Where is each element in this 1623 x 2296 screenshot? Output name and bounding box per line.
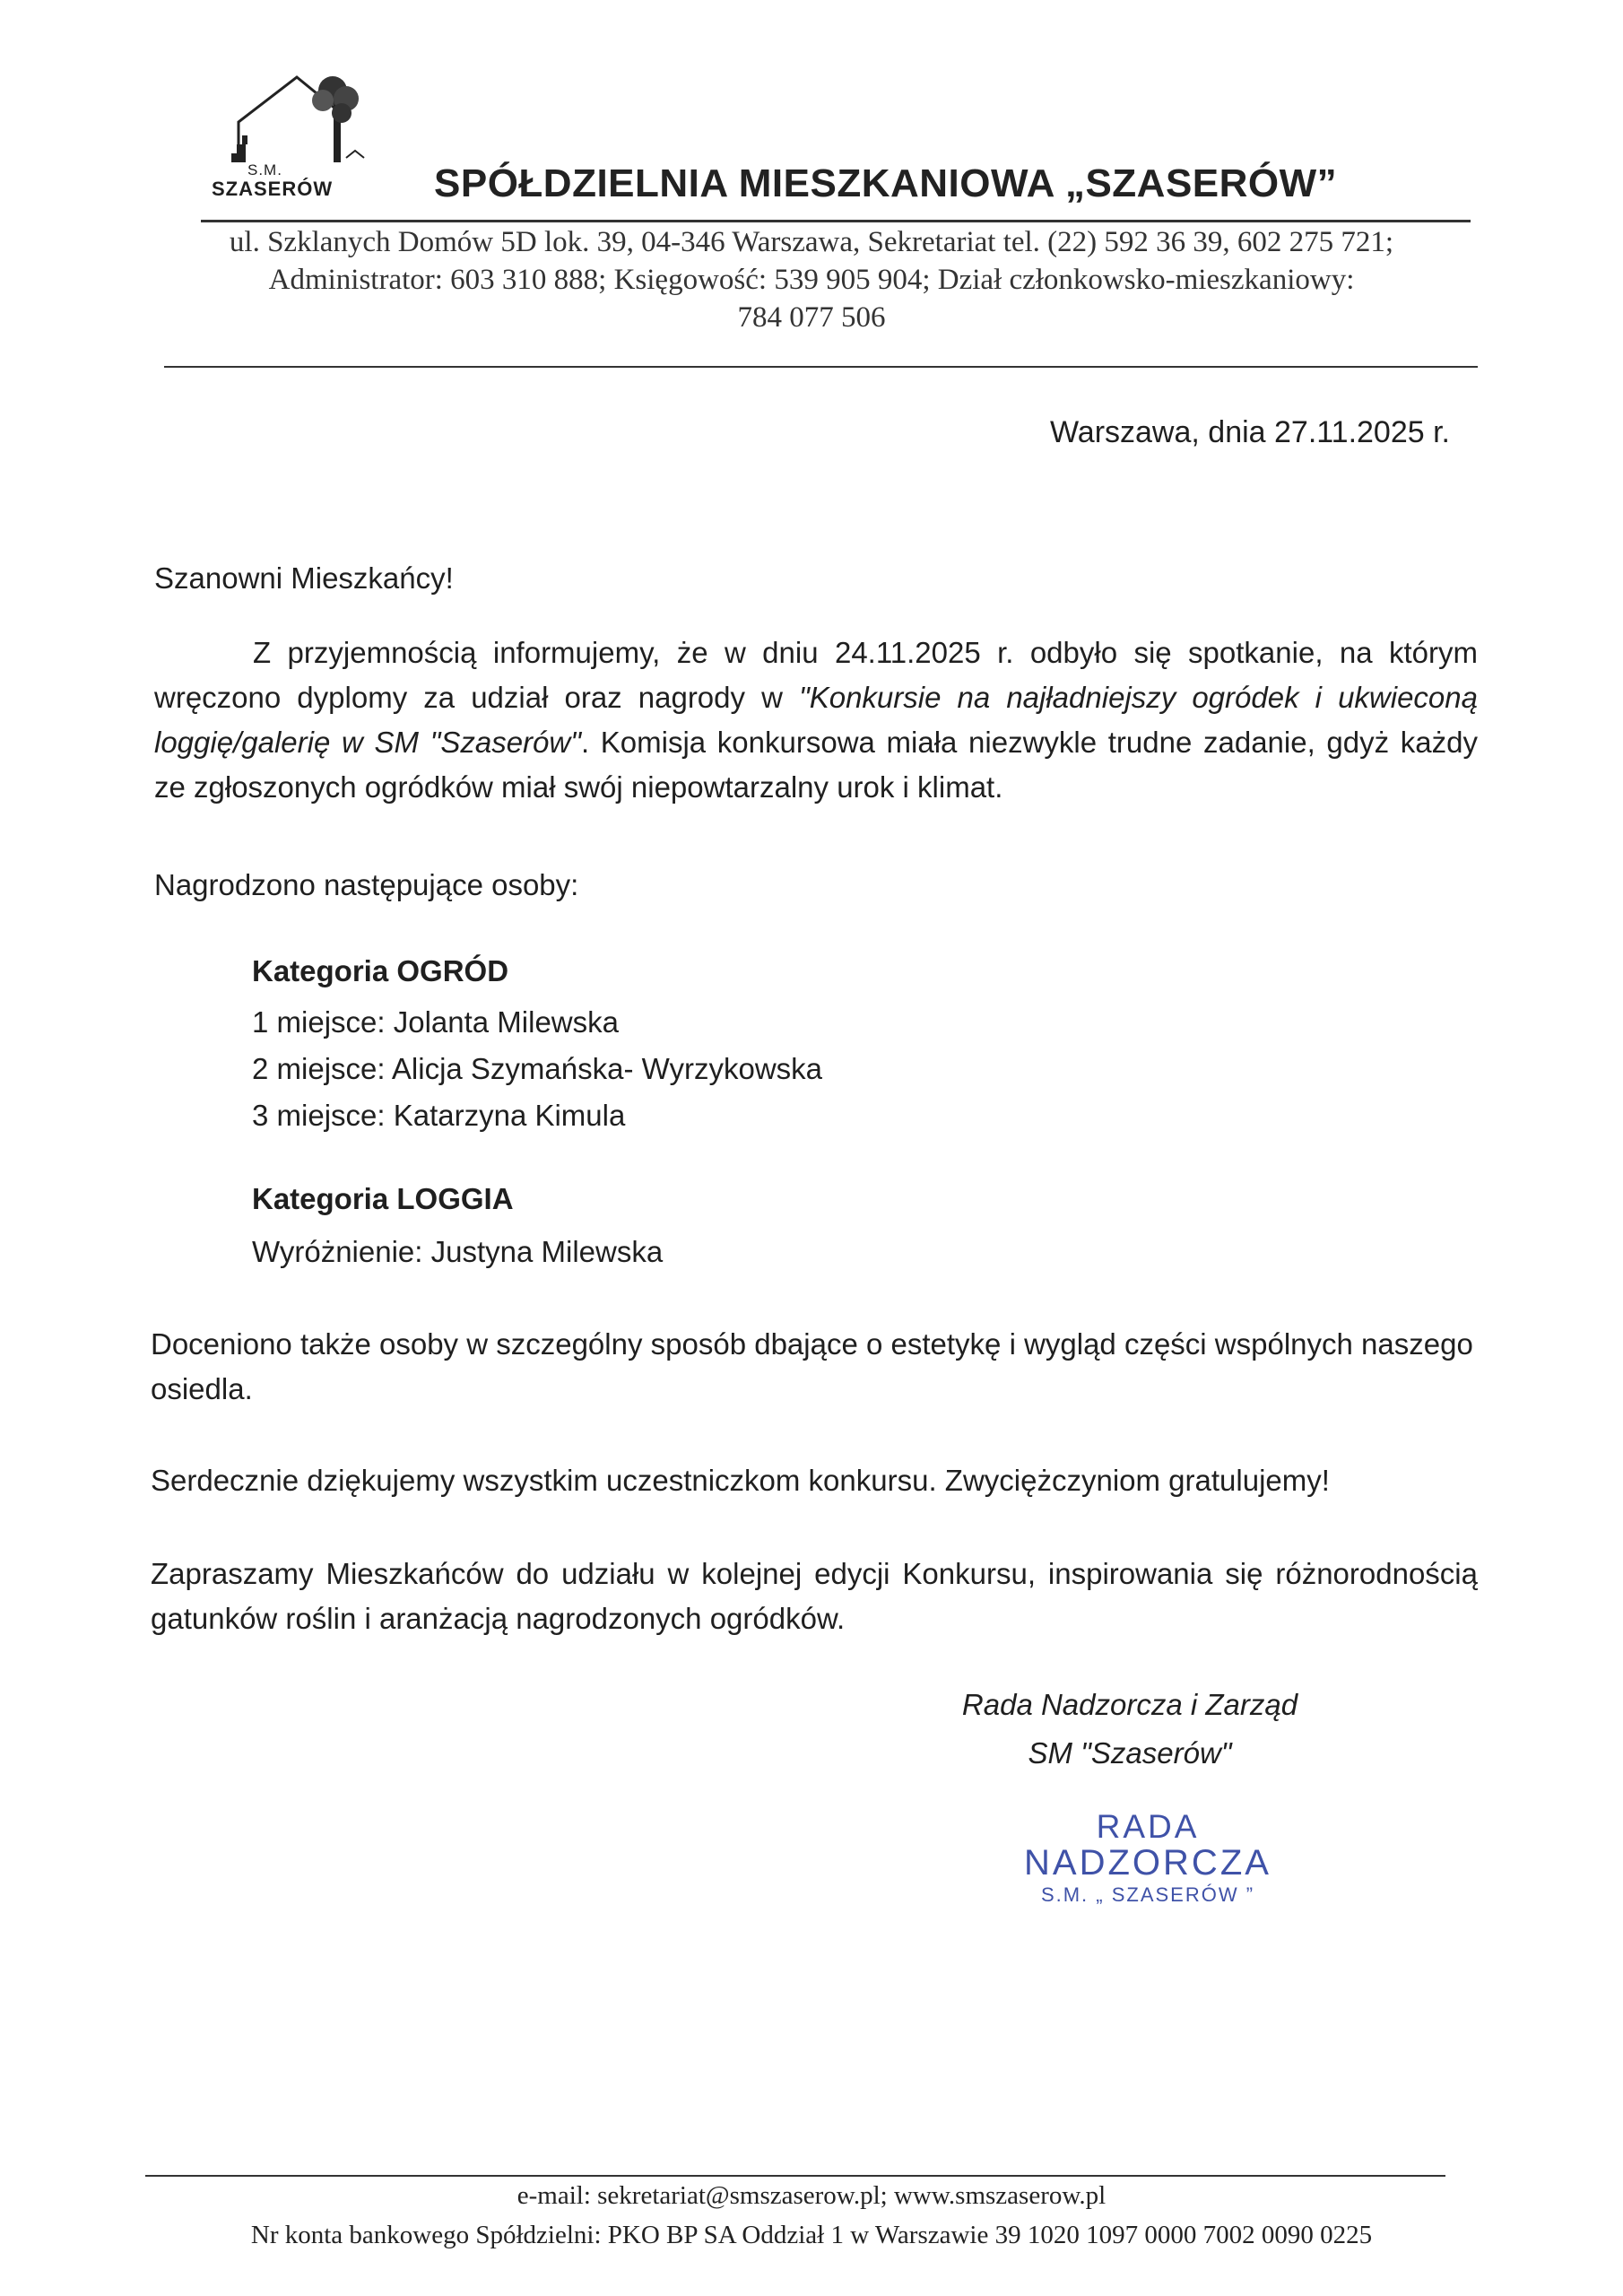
contest-name: "Konkursie na najładniejszy ogródek i ukwieconą loggię/galerię w SM "Szaserów" [154, 681, 1478, 759]
awarded-intro: Nagrodzono następujące osoby: [154, 868, 579, 901]
list-item: 1 miejsce: Jolanta Milewska [252, 1005, 619, 1039]
address-line-3: 784 077 506 [737, 301, 886, 334]
header-divider [201, 220, 1471, 222]
footer-bank-account: Nr konta bankowego Spółdzielni: PKO BP SA Oddział 1 w Warszawie 39 1020 1097 0000 7002 0090 0225 [250, 2221, 1373, 2249]
category-garden-list [252, 999, 822, 1139]
organization-name: SPÓŁDZIELNIA MIESZKANIOWA „SZASERÓW” [434, 161, 1338, 205]
address-line-2: Administrator: 603 310 888; Księgowość: 539 905 904; Dział członkowsko-mieszkaniowy: [268, 264, 1355, 296]
paragraph-announcement-part2: . Komisja konkursowa miała niezwykle trudne zadanie, gdyż każdy ze zgłoszonych ogródków miał swój niepowtarzalny urok i klimat. [154, 726, 1478, 804]
list-item: 2 miejsce: Alicja Szymańska- Wyrzykowska [252, 1052, 823, 1085]
list-item: Wyróżnienie: Justyna Milewska [252, 1235, 664, 1268]
list-item: 3 miejsce: Katarzyna Kimula [252, 1099, 626, 1132]
category-garden-title: Kategoria OGRÓD [252, 954, 509, 987]
footer-contact: e-mail: sekretariat@smszaserow.pl; www.smszaserow.pl [516, 2181, 1107, 2210]
logo [212, 68, 373, 203]
signature-line-1: Rada Nadzorcza i Zarząd [961, 1688, 1298, 1721]
greeting: Szanowni Mieszkańcy! [154, 561, 454, 595]
stamp-line-3: S.M. „ SZASERÓW ” [1040, 1883, 1255, 1906]
footer-divider [145, 2175, 1445, 2177]
letter-date: Warszawa, dnia 27.11.2025 r. [1049, 415, 1450, 449]
category-loggia-title: Kategoria LOGGIA [252, 1182, 514, 1215]
paragraph-appreciation: Doceniono także osoby w szczególny sposób dbające o estetykę i wygląd części wspólnych naszego osiedla. [151, 1327, 1473, 1405]
address-divider [164, 366, 1478, 368]
paragraph-invitation: Zapraszamy Mieszkańców do udziału w kolejnej edycji Konkursu, inspirowania się różnorodnością gatunków roślin i aranżacją nagrodzonych ogródków. [151, 1557, 1478, 1635]
signature-line-2: SM "Szaserów" [1028, 1736, 1232, 1770]
paragraph-thanks: Serdecznie dziękujemy wszystkim uczestniczkom konkursu. Zwyciężczyniom gratulujemy! [151, 1464, 1330, 1497]
paragraph-announcement [154, 631, 1478, 810]
address-line-1: ul. Szklanych Domów 5D lok. 39, 04-346 Warszawa, Sekretariat tel. (22) 592 36 39, 602 275 721; [229, 226, 1394, 258]
stamp-line-1: RADA [1096, 1808, 1200, 1845]
category-loggia-list [252, 1229, 663, 1275]
stamp-line-2: NADZORCZA [1024, 1843, 1271, 1883]
house-tree-logo-icon [212, 68, 373, 167]
logo-name: SZASERÓW [212, 178, 334, 200]
paragraph-announcement-part1: Z przyjemnością informujemy, że w dniu 24.11.2025 r. odbyło się spotkanie, na którym wręczono dyplomy za udział oraz nagrody w [154, 636, 1478, 714]
logo-abbreviation: S.M. [247, 161, 282, 178]
